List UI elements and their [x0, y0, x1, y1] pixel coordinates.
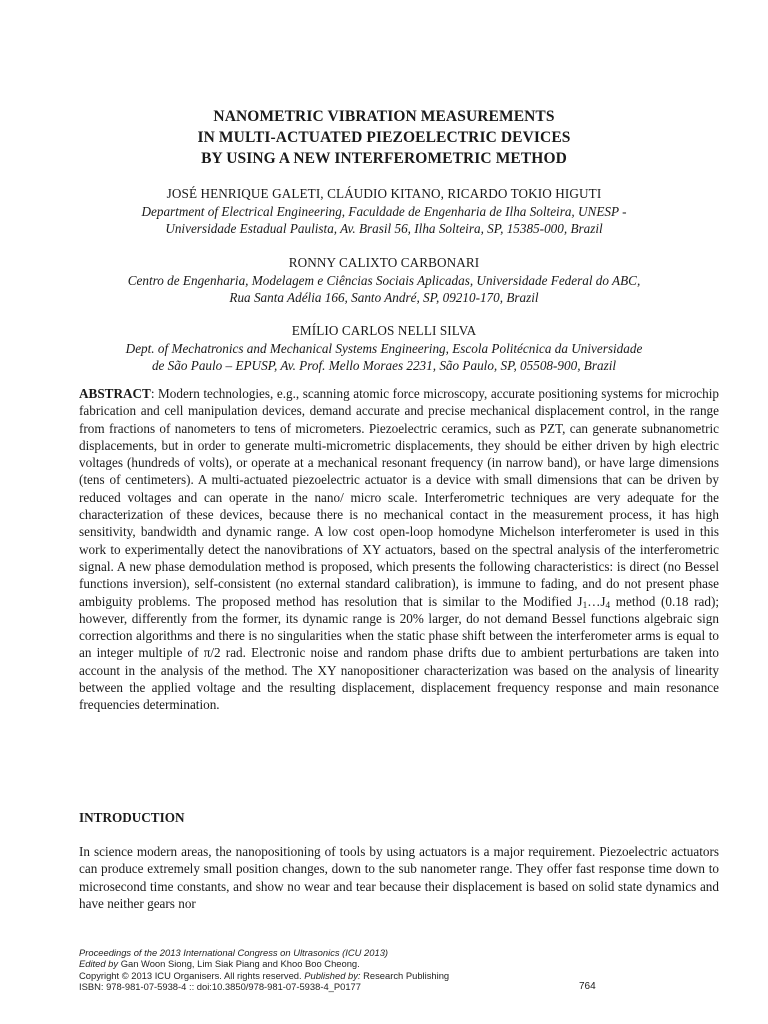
footer-edited-label: Edited by — [79, 958, 119, 970]
footer-editors-text: Gan Woon Siong, Lim Siak Piang and Khoo Boo Cheong. — [118, 958, 360, 970]
title-line: BY USING A NEW INTERFEROMETRIC METHOD — [201, 150, 567, 167]
author-names: EMÍLIO CARLOS NELLI SILVA — [291, 323, 477, 338]
title-line: IN MULTI-ACTUATED PIEZOELECTRIC DEVICES — [197, 129, 571, 146]
author-group-1 — [0, 185, 768, 238]
affiliation-line: Centro de Engenharia, Modelagem e Ciências Sociais Aplicadas, Universidade Federal do ABC, — [127, 272, 641, 288]
footer-editors — [79, 958, 719, 969]
footer-proceedings: Proceedings of the 2013 International Congress on Ultrasonics (ICU 2013) — [79, 947, 389, 958]
intro-paragraph: In science modern areas, the nanopositioning of tools by using actuators is a major requirement. Piezoelectric actuators can produce extremely small position changes, down to the sub nanometer range. They offer fast response time down to microsecond time constants, and show no wear and tear because their displacement is based on solid state dynamics and have neither gears nor — [79, 844, 719, 911]
affiliation-line: Universidade Estadual Paulista, Av. Brasil 56, Ilha Solteira, SP, 15385-000, Brazil — [165, 221, 603, 236]
page-footer — [79, 947, 719, 992]
footer-copyright-text: Copyright © 2013 ICU Organisers. All rights reserved. — [79, 969, 305, 981]
footer-isbn: ISBN: 978-981-07-5938-4 :: doi:10.3850/978-981-07-5938-4_P0177 — [79, 980, 361, 992]
abstract-text: : Modern technologies, e.g., scanning atomic force microscopy, accurate positioning systems for microchip fabrication and cell manipulation devices, demand accurate and precise mechanical displacement control, in the range from fractions of nanometers to tens of micrometers. Piezoelectric ceramics, such as PZT, can generate subnanometric displacements, but in order to generate multi-micrometric displacements, they should be either driven by high electric voltages (hundreds of volts), or operate at a mechanical resonant frequency (in narrow band), or have large dimensions (tens of centimeters). A multi-actuated piezoelectric actuator is a device with small dimensions that can be driven by reduced voltages and can operate in the nano/ micro scale. Interferometric techniques are very adequate for the characterization of these devices, because there is no mechanical contact in the measurement process, it has high sensitivity, bandwidth and dynamic range. A low cost open-loop homodyne Michelson interferometer is used in this work to experimentally detect the nanovibrations of XY actuators, based on the spectral analysis of the interferometric signal. A new phase demodulation method is proposed, which presents the following characteristics: is direct (no Bessel functions inversion), self-consistent (no external standard calibration), is immune to fading, and do not present phase ambiguity problems. The proposed method has resolution that is similar to the Modified J — [79, 386, 719, 609]
affiliation-line: Dept. of Mechatronics and Mechanical Systems Engineering, Escola Politécnica da Universidade — [125, 340, 643, 356]
paper-title — [0, 106, 768, 169]
title-line: NANOMETRIC VIBRATION MEASUREMENTS — [213, 108, 555, 125]
footer-publisher: Research Publishing — [360, 969, 450, 981]
abstract-paragraph — [79, 385, 719, 714]
affiliation-line: Department of Electrical Engineering, Faculdade de Engenharia de Ilha Solteira, UNESP - — [141, 203, 627, 219]
subscript: 4 — [605, 599, 611, 610]
abstract-text: method (0.18 rad); however, differently from the former, its dynamic range is 20% larger, do not demand Bessel functions algebraic sign correction algorithms and there is no singularities when the static phase shift between the interferometer arms is equal to an integer multiple of π/2 rad. Electronic noise and random phase drifts due to ambient perturbations are taken into account in the analysis of the method. The XY nanopositioner characterization was based on the analysis of linearity between the applied voltage and the resulting displacement, displacement frequency response and main resonance frequencies determination. — [79, 593, 720, 713]
footer-published-label: Published by: — [304, 969, 361, 981]
affiliation-line: Rua Santa Adélia 166, Santo André, SP, 09210-170, Brazil — [229, 290, 539, 305]
author-group-3 — [0, 322, 768, 375]
subscript: 1 — [582, 599, 588, 610]
author-group-2 — [0, 254, 768, 307]
introduction-body — [79, 843, 719, 912]
author-names: RONNY CALIXTO CARBONARI — [288, 255, 480, 270]
abstract — [79, 385, 719, 714]
section-heading: INTRODUCTION — [79, 810, 185, 825]
abstract-label: ABSTRACT — [79, 386, 151, 401]
footer-copyright — [79, 970, 719, 981]
author-names: JOSÉ HENRIQUE GALETI, CLÁUDIO KITANO, RICARDO TOKIO HIGUTI — [166, 186, 602, 201]
abstract-text: …J — [587, 593, 606, 609]
affiliation-line: de São Paulo – EPUSP, Av. Prof. Mello Moraes 2231, São Paulo, SP, 05508-900, Brazil — [151, 358, 617, 373]
page-number: 764 — [579, 981, 596, 992]
